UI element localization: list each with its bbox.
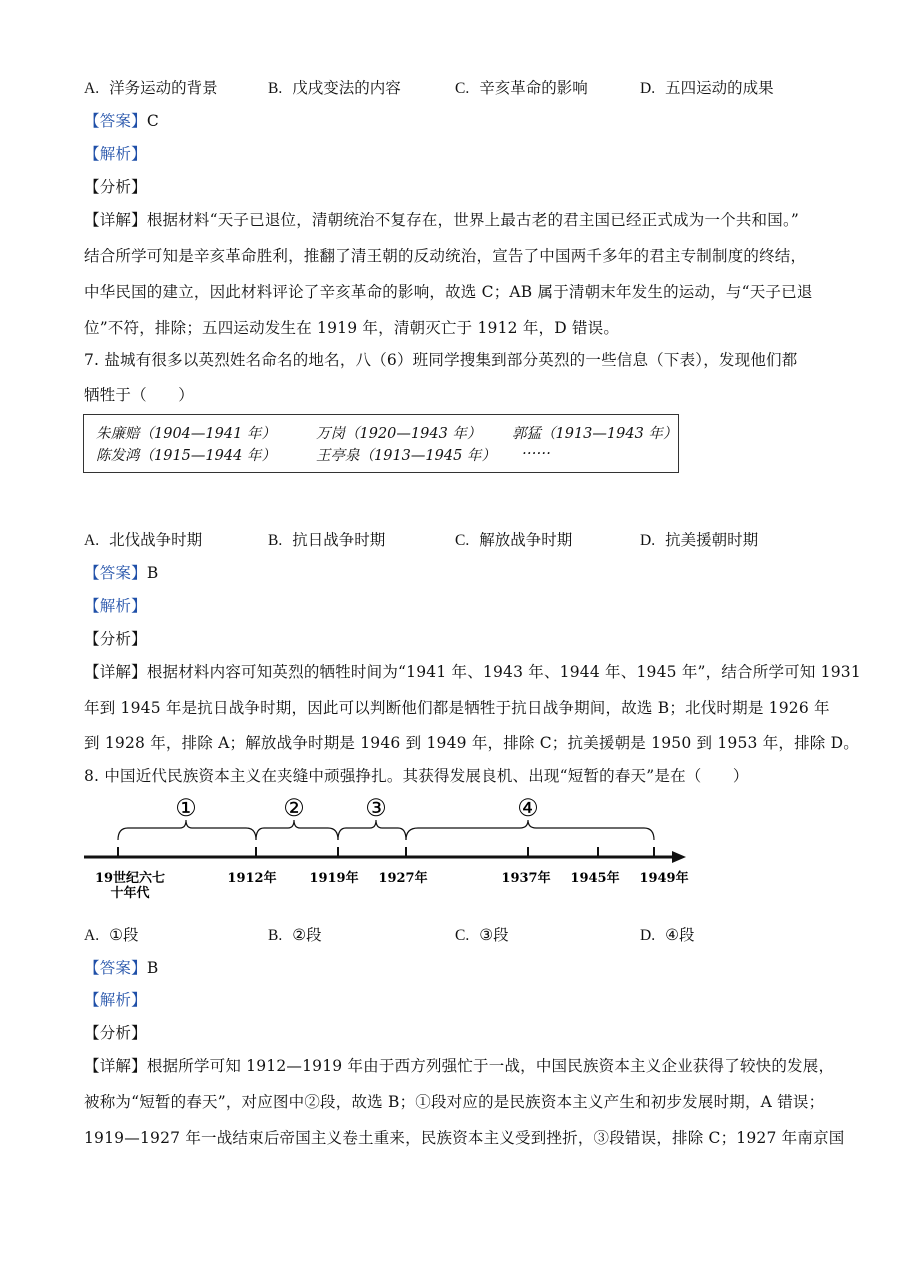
q8-answer: 【答案】B [84,959,159,977]
q7-info-table [83,414,679,473]
q6-option-c: C. 辛亥革命的影响 [455,79,588,97]
q6-analysis-tag: 【解析】 [84,145,147,163]
q6-answer: 【答案】C [84,112,159,130]
q7-stem-line-2: 牺牲于（ ） [84,386,194,404]
q8-detail-line-2: 被称为“短暂的春天”，对应图中②段，故选 B；①段对应的是民族资本主义产生和初步发展时期，A 错误； [84,1093,825,1111]
q8-options [0,923,909,945]
q8-option-b: B. ②段 [268,926,322,944]
q7-fenxi-tag: 【分析】 [84,630,147,648]
q7-options [0,528,909,550]
segment-label-3: ③ [365,794,387,822]
q7-option-b: B. 抗日战争时期 [268,531,386,549]
tick-label-1a: 19世纪六七 [94,871,166,886]
q7-stem-line-1: 7. 盐城有很多以英烈姓名命名的地名，八（6）班同学搜集到部分英烈的一些信息（下表），发现他们都 [84,351,798,369]
q8-stem: 8. 中国近代民族资本主义在夹缝中顽强挣扎。其获得发展良机、出现“短暂的春天”是在（ ） [84,767,749,785]
q7-option-d: D. 抗美援朝时期 [640,531,759,549]
q7-cell-3: 郭猛（1913—1943 年） [512,426,678,442]
q7-option-c: C. 解放战争时期 [455,531,573,549]
tick-label-6: 1945年 [570,871,620,886]
tick-label-2: 1912年 [227,871,277,886]
q7-detail-line-2: 年到 1945 年是抗日战争时期，因此可以判断他们都是牺牲于抗日战争期间，故选 B；北伐时期是 1926 年 [84,699,830,717]
brace-segment-3 [338,820,406,840]
segment-label-2: ② [283,794,305,822]
segment-label-1: ① [175,794,197,822]
tick-label-4: 1927年 [378,871,428,886]
q7-answer: 【答案】B [84,564,159,582]
q8-timeline-figure [0,790,909,910]
brace-segment-4 [406,820,654,840]
q6-option-b: B. 戊戌变法的内容 [268,79,401,97]
timeline-arrow [672,851,686,863]
q6-detail-line-4: 位”不符，排除；五四运动发生在 1919 年，清朝灭亡于 1912 年，D 错误。 [84,319,620,337]
q6-detail-line-1: 【详解】根据材料“天子已退位，清朝统治不复存在，世界上最古老的君主国已经正式成为一个共和国。” [84,211,800,229]
q7-analysis-tag: 【解析】 [84,597,147,615]
tick-label-1b: 十年代 [110,886,150,901]
q7-option-a: A. 北伐战争时期 [84,531,203,549]
q8-option-c: C. ③段 [455,926,509,944]
q8-detail-line-1: 【详解】根据所学可知 1912—1919 年由于西方列强忙于一战，中国民族资本主义企业获得了较快的发展， [84,1057,835,1075]
brace-segment-1 [118,820,256,840]
q7-cell-4: 陈发鸿（1915—1944 年） [96,448,276,464]
q6-option-a: A. 洋务运动的背景 [84,79,218,97]
q8-option-a: A. ①段 [84,926,139,944]
q7-cell-6: …… [522,442,551,458]
segment-label-4: ④ [517,794,539,822]
q6-detail-line-3: 中华民国的建立，因此材料评论了辛亥革命的影响，故选 C；AB 属于清朝末年发生的运动，与“天子已退 [84,283,813,301]
q8-fenxi-tag: 【分析】 [84,1024,147,1042]
q8-detail-line-3: 1919—1927 年一战结束后帝国主义卷土重来，民族资本主义受到挫折，③段错误，排除 C；1927 年南京国 [84,1129,845,1147]
q8-analysis-tag: 【解析】 [84,991,147,1009]
tick-label-3: 1919年 [309,871,359,886]
tick-label-7: 1949年 [639,871,689,886]
q6-detail-line-2: 结合所学可知是辛亥革命胜利，推翻了清王朝的反动统治，宣告了中国两千多年的君主专制制度的终结， [84,247,807,265]
q7-detail-line-1: 【详解】根据材料内容可知英烈的牺牲时间为“1941 年、1943 年、1944 年、1945 年”，结合所学可知 1931 [84,663,861,681]
brace-segment-2 [256,820,338,840]
q7-detail-line-3: 到 1928 年，排除 A；解放战争时期是 1946 到 1949 年，排除 C；抗美援朝是 1950 到 1953 年，排除 D。 [84,734,859,752]
q6-options [0,76,909,98]
q7-cell-1: 朱廉赔（1904—1941 年） [96,426,276,442]
q7-cell-5: 王亭泉（1913—1945 年） [316,448,496,464]
q7-cell-2: 万岗（1920—1943 年） [316,426,482,442]
tick-label-5: 1937年 [501,871,551,886]
q6-fenxi-tag: 【分析】 [84,178,147,196]
q8-option-d: D. ④段 [640,926,695,944]
q6-option-d: D. 五四运动的成果 [640,79,774,97]
